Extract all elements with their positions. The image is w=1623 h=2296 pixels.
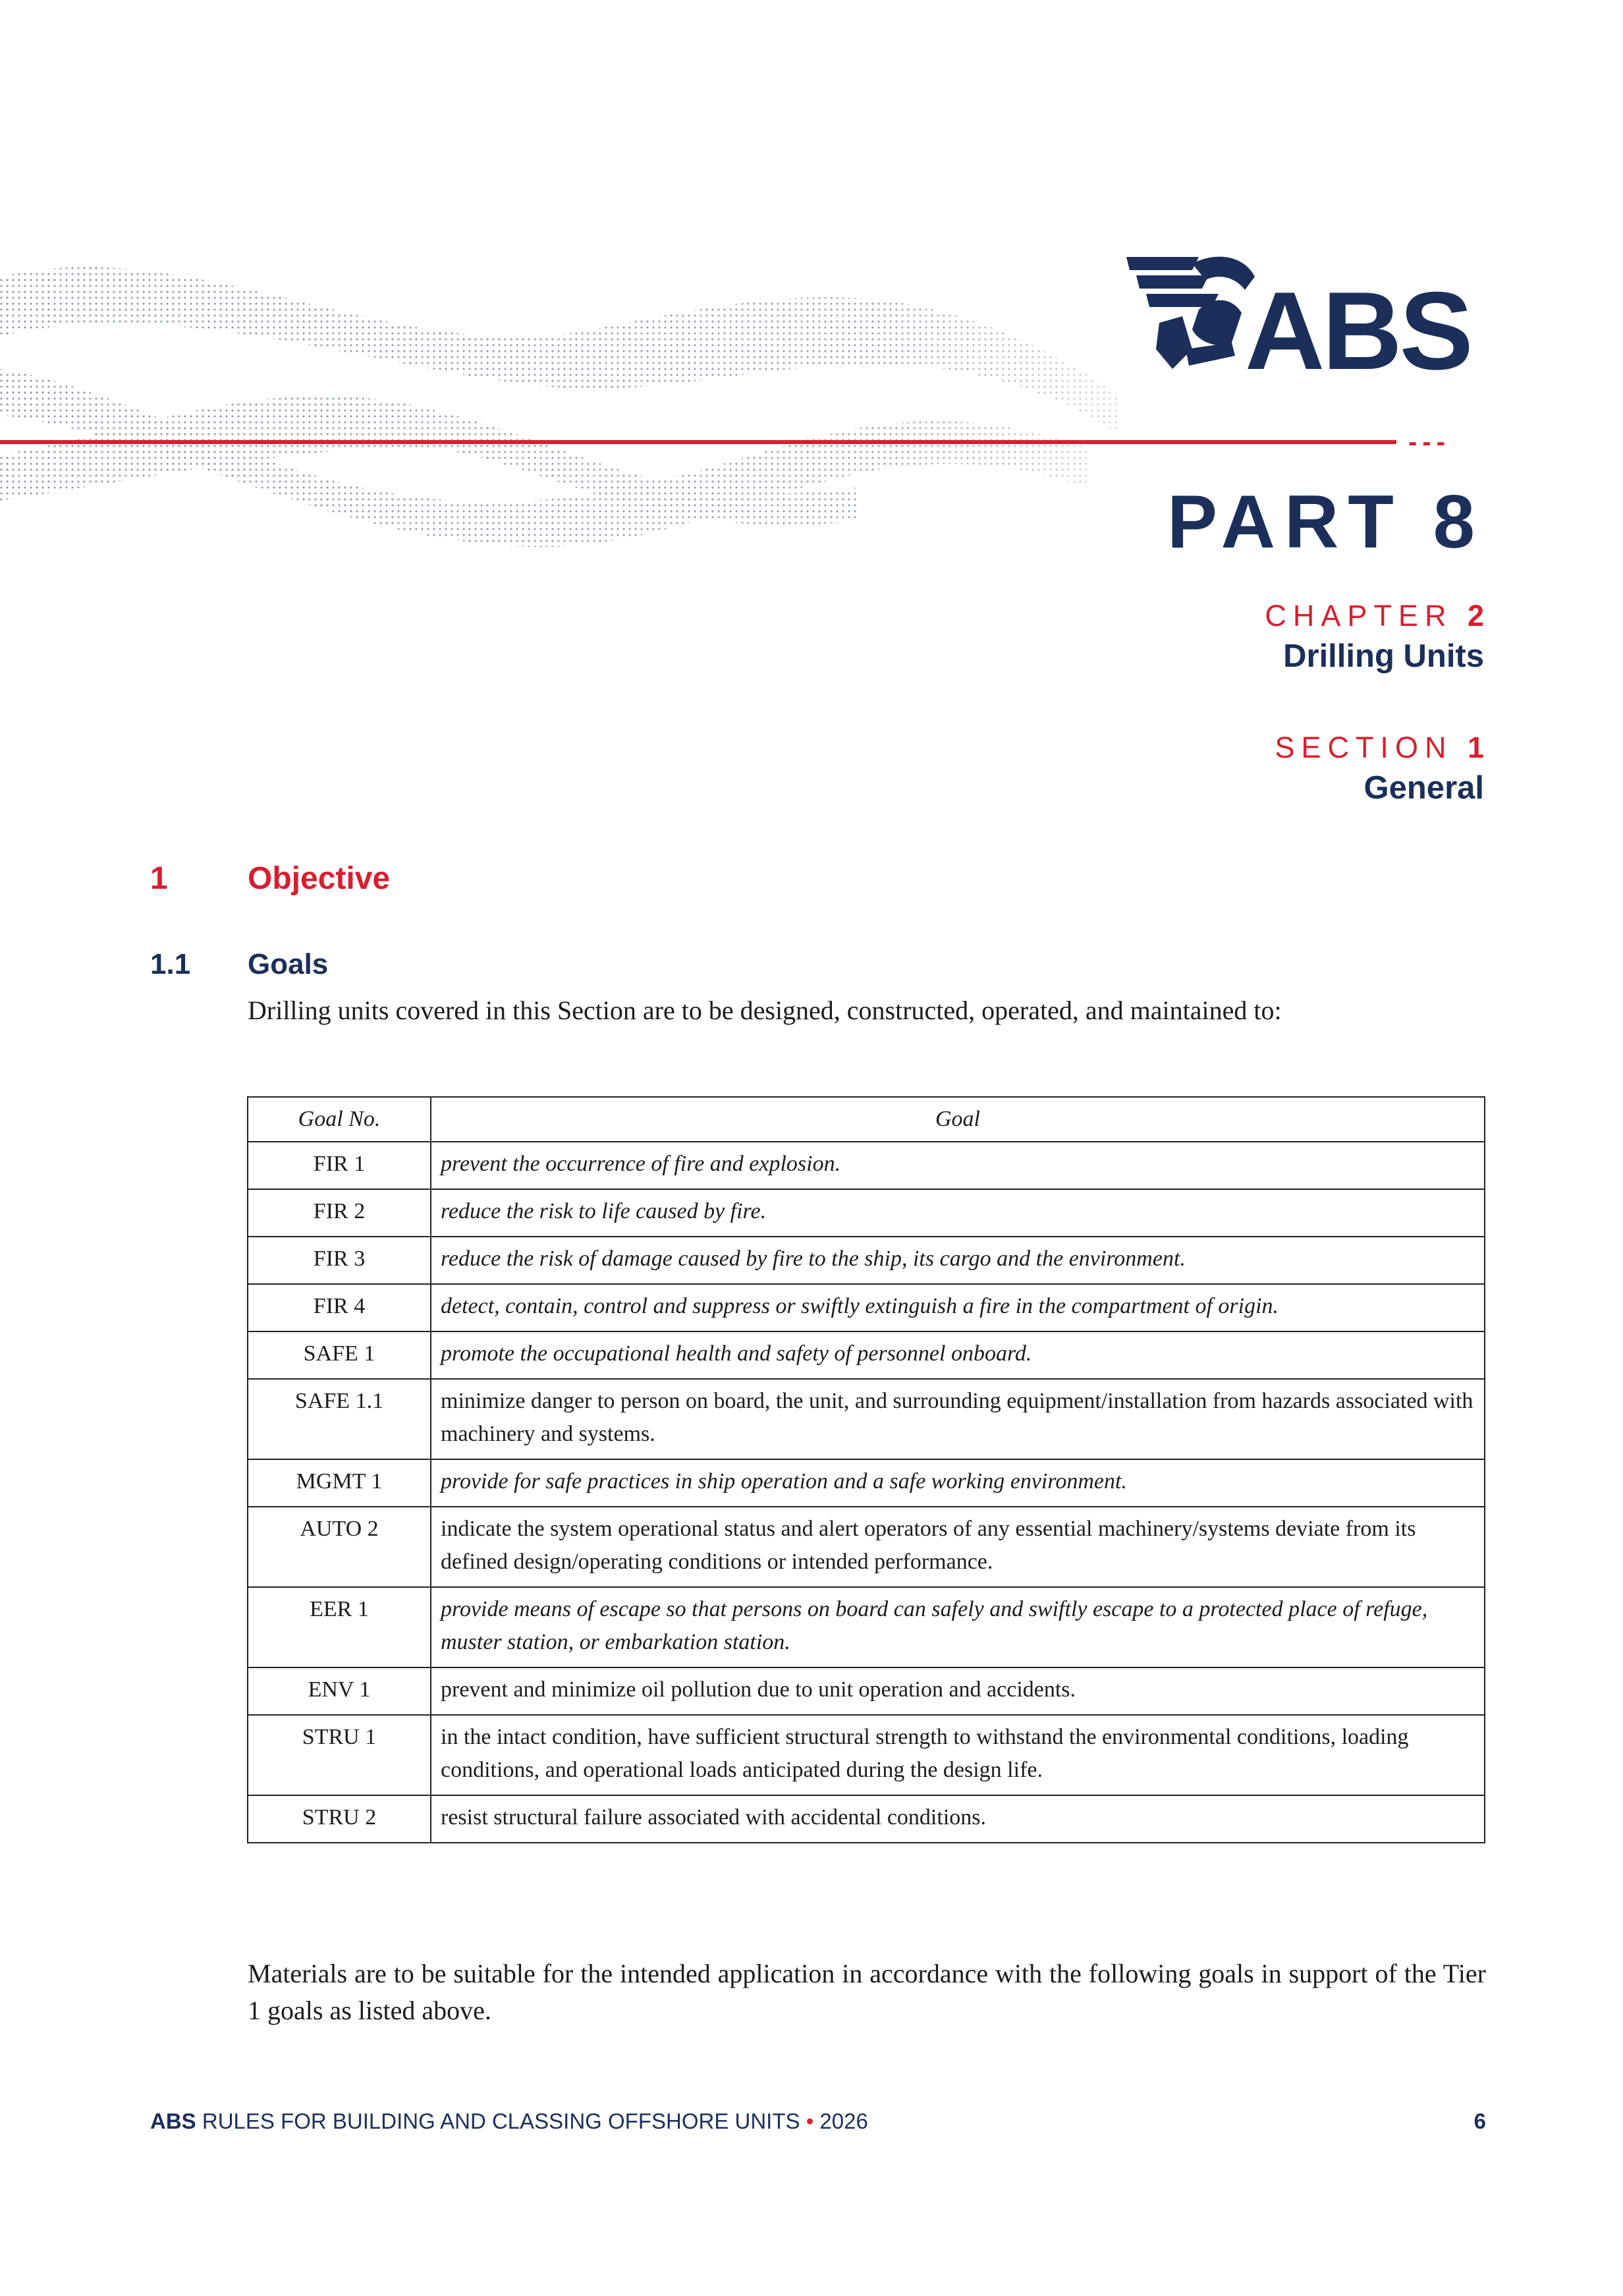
goal-text: reduce the risk to life caused by fire. [431, 1189, 1485, 1237]
chapter-label [1265, 601, 1484, 630]
goal-code: SAFE 1.1 [248, 1379, 431, 1459]
section-word: SECTION [1275, 731, 1453, 764]
heading-title: Objective [248, 861, 391, 896]
goal-text: indicate the system operational status and alert operators of any essential machinery/systems deviate from its defined design/operating conditions or intended performance. [431, 1507, 1485, 1587]
goals-table [247, 1096, 1485, 1843]
table-row [248, 1795, 1485, 1843]
table-row [248, 1715, 1485, 1795]
goal-text: provide means of escape so that persons on board can safely and swiftly escape to a protected place of refuge, muster station, or embarkation station. [431, 1587, 1485, 1667]
goal-code: STRU 2 [248, 1795, 431, 1843]
goal-code: FIR 4 [248, 1284, 431, 1331]
red-rule [0, 440, 1396, 444]
table-row [248, 1667, 1485, 1715]
goal-text: in the intact condition, have sufficient structural strength to withstand the environmental conditions, loading conditions, and operational loads anticipated during the design life. [431, 1715, 1485, 1795]
table-row [248, 1237, 1485, 1284]
goal-text: minimize danger to person on board, the unit, and surrounding equipment/installation from hazards associated with machinery and systems. [431, 1379, 1485, 1459]
heading-number: 1 [150, 861, 168, 896]
footer-title: RULES FOR BUILDING AND CLASSING OFFSHORE UNITS [202, 2109, 800, 2133]
heading-objective [150, 863, 390, 895]
page-number: 6 [1473, 2109, 1486, 2133]
header-goal: Goal [431, 1097, 1485, 1142]
goal-text: reduce the risk of damage caused by fire to the ship, its cargo and the environment. [431, 1237, 1485, 1284]
table-row [248, 1331, 1485, 1379]
table-row [248, 1142, 1485, 1189]
goal-code: MGMT 1 [248, 1459, 431, 1507]
table-row [248, 1459, 1485, 1507]
subheading-number: 1.1 [150, 948, 191, 980]
goal-code: STRU 1 [248, 1715, 431, 1795]
chapter-title: Drilling Units [1283, 638, 1484, 674]
table-header-row [248, 1097, 1485, 1142]
closing-paragraph: Materials are to be suitable for the intended application in accordance with the following goals in support of the Tier 1 goals as listed above. [248, 1959, 1486, 2025]
intro-paragraph: Drilling units covered in this Section are to be designed, constructed, operated, and maintained to: [248, 995, 1282, 1025]
subheading-title: Goals [248, 948, 329, 980]
table-row [248, 1587, 1485, 1667]
subheading-goals [150, 950, 328, 979]
goal-code: EER 1 [248, 1587, 431, 1667]
goal-text: resist structural failure associated with accidental conditions. [431, 1795, 1485, 1843]
goal-text: prevent the occurrence of fire and explosion. [431, 1142, 1485, 1189]
page-footer [150, 2110, 1486, 2132]
goal-code: FIR 3 [248, 1237, 431, 1284]
table-row [248, 1284, 1485, 1331]
header-goal-no: Goal No. [248, 1097, 431, 1142]
chapter-number: 2 [1467, 599, 1484, 632]
table-row [248, 1507, 1485, 1587]
footer-bullet: • [806, 2109, 814, 2133]
section-number: 1 [1467, 731, 1484, 764]
goal-code: FIR 1 [248, 1142, 431, 1189]
section-label [1275, 733, 1484, 762]
goal-text: prevent and minimize oil pollution due to unit operation and accidents. [431, 1667, 1485, 1715]
goal-code: AUTO 2 [248, 1507, 431, 1587]
table-row [248, 1379, 1485, 1459]
goal-text: promote the occupational health and safety of personnel onboard. [431, 1331, 1485, 1379]
goal-text: provide for safe practices in ship operation and a safe working environment. [431, 1459, 1485, 1507]
goal-text: detect, contain, control and suppress or swiftly extinguish a fire in the compartment of origin. [431, 1284, 1485, 1331]
goal-code: FIR 2 [248, 1189, 431, 1237]
part-title: PART 8 [1167, 480, 1484, 564]
red-dots: --- [1408, 428, 1450, 457]
section-title: General [1363, 770, 1484, 806]
goal-code: ENV 1 [248, 1667, 431, 1715]
footer-year: 2026 [819, 2109, 868, 2133]
footer-brand: ABS [150, 2109, 196, 2133]
abs-logo-text: ABS [1245, 269, 1471, 393]
table-row [248, 1189, 1485, 1237]
chapter-word: CHAPTER [1265, 599, 1453, 632]
goal-code: SAFE 1 [248, 1331, 431, 1379]
